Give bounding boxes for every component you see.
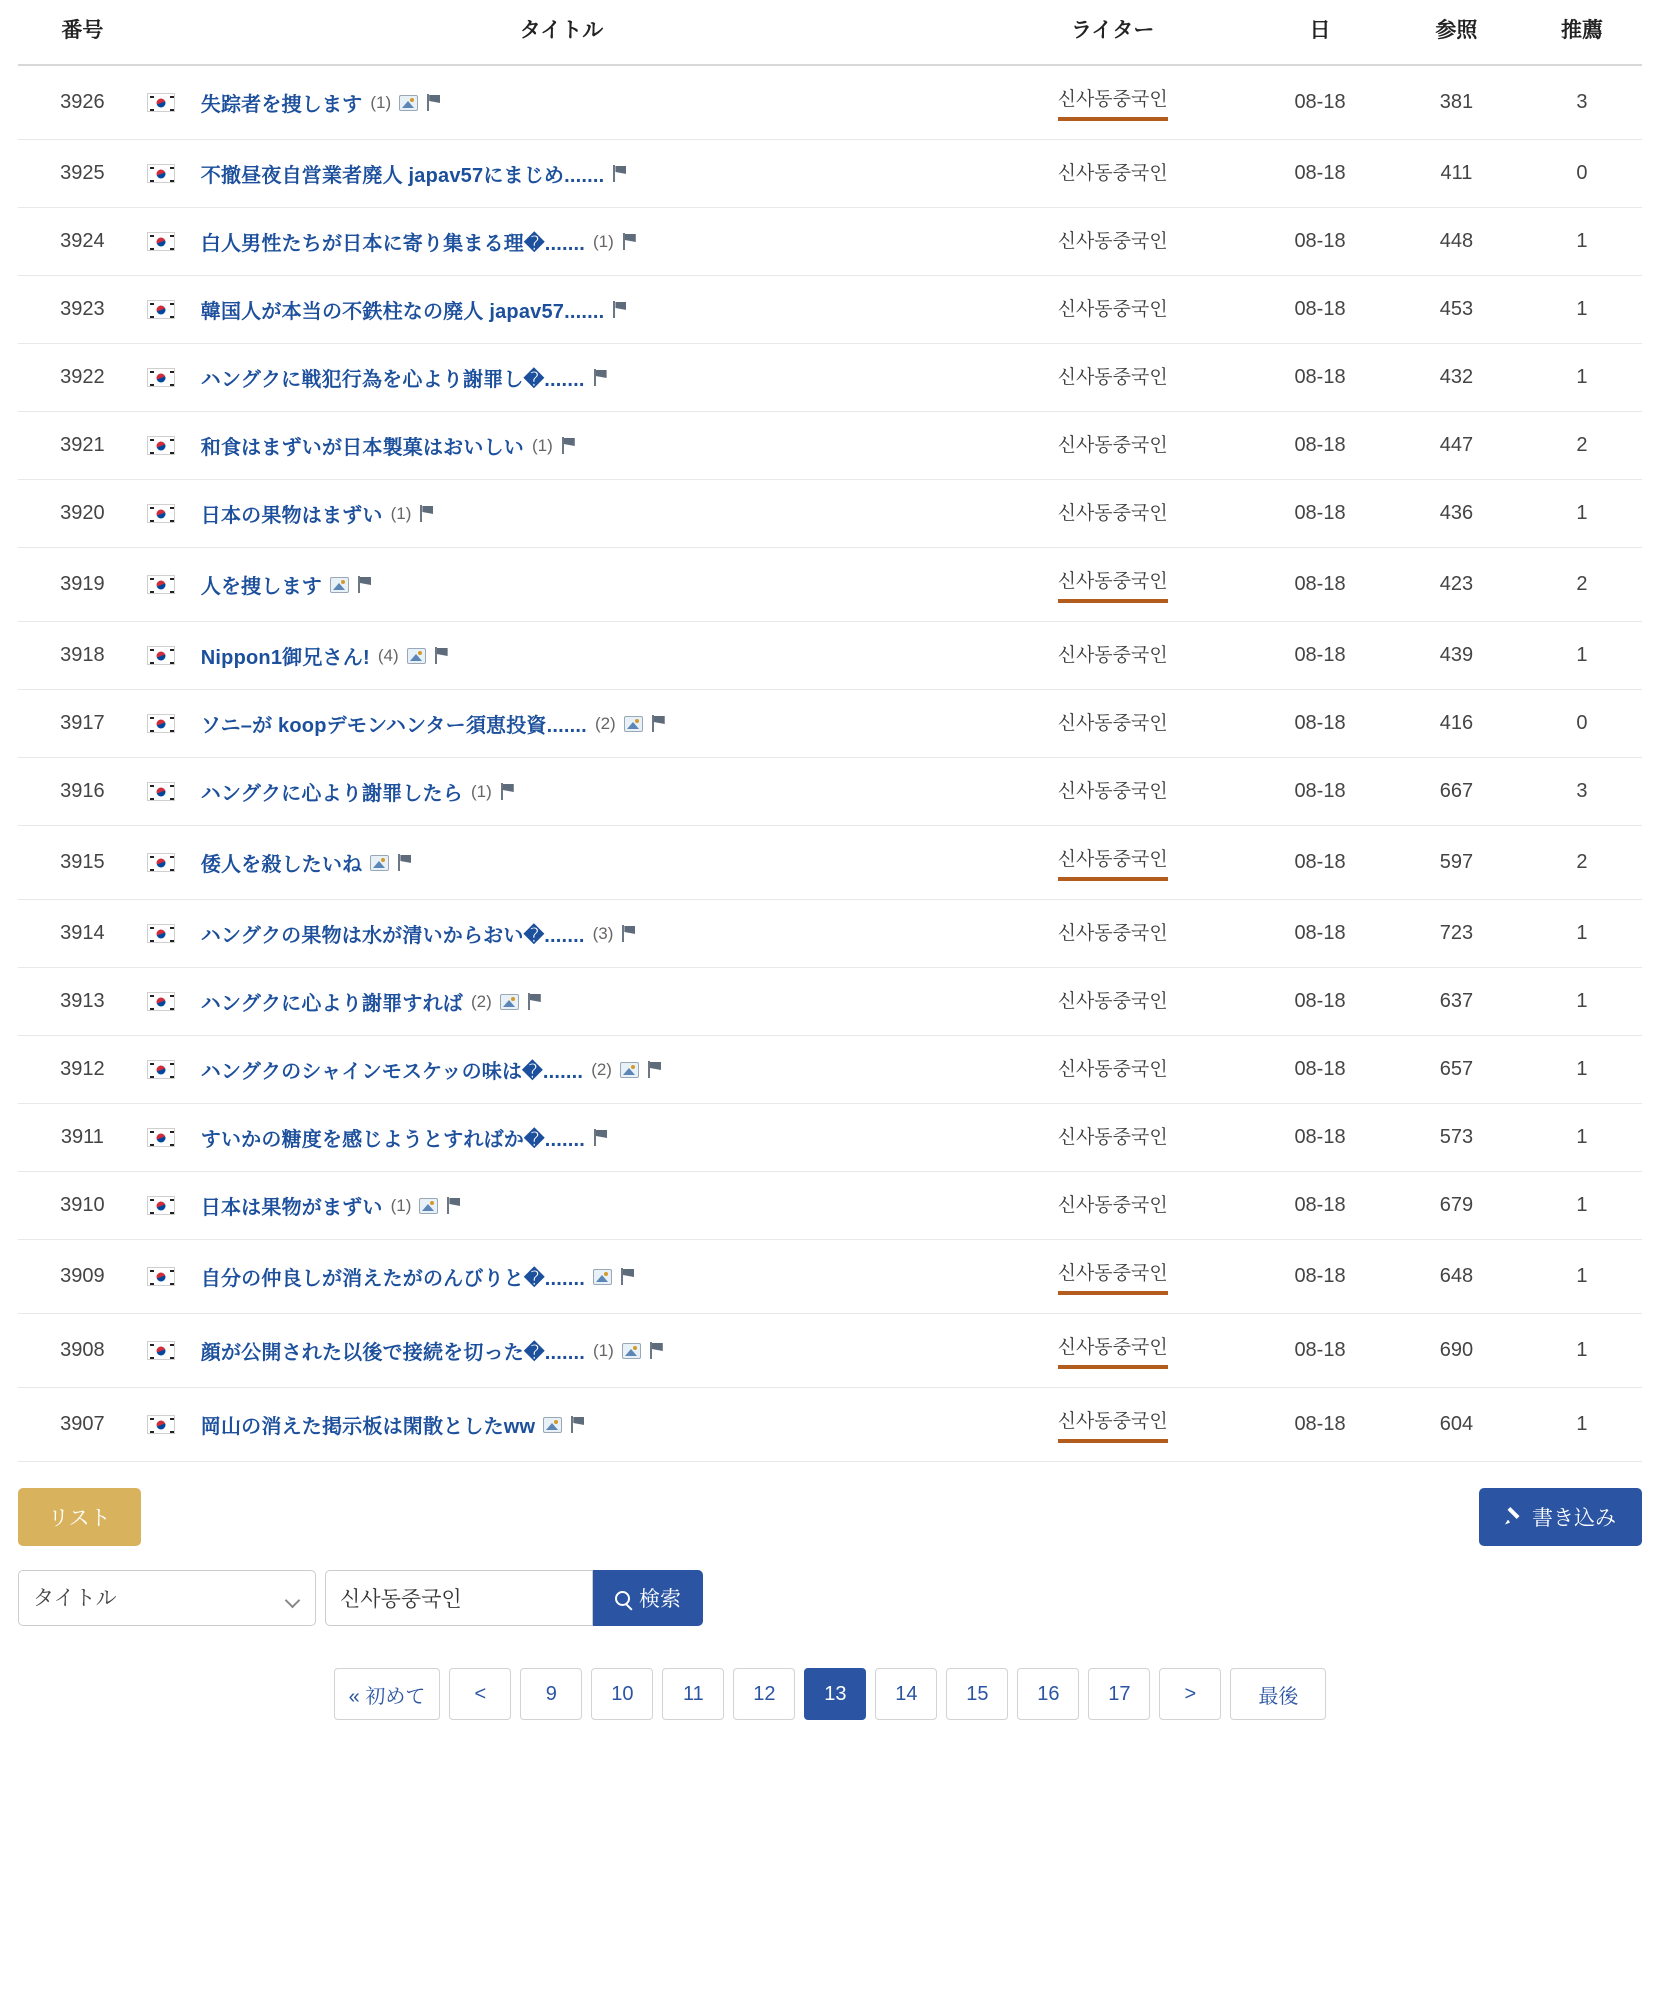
post-title-cell <box>147 344 976 412</box>
post-title-inner <box>147 1055 976 1084</box>
post-title-cell <box>147 622 976 690</box>
writer-name[interactable]: 신사동중국인 <box>1057 367 1168 388</box>
post-title-cell <box>147 1240 976 1314</box>
post-date: 08-18 <box>1249 968 1391 1036</box>
writer-cell <box>976 412 1249 480</box>
writer-name[interactable]: 신사동중국인 <box>1057 503 1168 524</box>
recommend-count: 2 <box>1522 412 1642 480</box>
post-date: 08-18 <box>1249 1036 1391 1104</box>
view-count: 381 <box>1391 65 1522 140</box>
writer-name[interactable]: 신사동중국인 <box>1058 566 1168 603</box>
image-icon <box>500 994 519 1010</box>
view-count: 667 <box>1391 758 1522 826</box>
recommend-count: 1 <box>1522 622 1642 690</box>
view-count: 423 <box>1391 548 1522 622</box>
table-row <box>18 140 1642 208</box>
recommend-count: 3 <box>1522 65 1642 140</box>
view-count: 657 <box>1391 1036 1522 1104</box>
view-count: 448 <box>1391 208 1522 276</box>
comment-count: (2) <box>594 713 616 733</box>
post-title-cell <box>147 758 976 826</box>
post-date: 08-18 <box>1249 140 1391 208</box>
kr-flag-icon <box>147 992 175 1011</box>
view-count: 411 <box>1391 140 1522 208</box>
table-row <box>18 1240 1642 1314</box>
view-count: 453 <box>1391 276 1522 344</box>
recommend-count: 0 <box>1522 690 1642 758</box>
post-title-cell <box>147 208 976 276</box>
kr-flag-icon <box>147 853 175 872</box>
pagination-page-16[interactable]: 16 <box>1017 1668 1079 1720</box>
writer-cell <box>976 1104 1249 1172</box>
post-title-link[interactable]: 岡山の消えた掲示板は閑散としたww <box>200 1416 536 1438</box>
writer-name[interactable]: 신사동중국인 <box>1057 781 1168 802</box>
image-icon <box>419 1198 438 1214</box>
comment-count: (1) <box>390 1195 412 1215</box>
table-row <box>18 900 1642 968</box>
post-date: 08-18 <box>1249 690 1391 758</box>
post-title-inner <box>147 641 976 670</box>
comment-count: (4) <box>377 645 399 665</box>
flag-icon <box>397 854 413 871</box>
kr-flag-icon <box>147 368 175 387</box>
table-row <box>18 758 1642 826</box>
recommend-count: 1 <box>1522 480 1642 548</box>
post-number: 3917 <box>18 690 147 758</box>
kr-flag-icon <box>147 93 175 112</box>
comment-count: (1) <box>470 781 492 801</box>
table-row <box>18 826 1642 900</box>
writer-name[interactable]: 신사동중국인 <box>1057 163 1168 184</box>
flag-icon <box>419 505 435 522</box>
flag-icon <box>570 1416 586 1433</box>
post-title-inner <box>147 227 976 256</box>
post-number: 3907 <box>18 1388 147 1462</box>
post-title-cell <box>147 1036 976 1104</box>
post-date: 08-18 <box>1249 900 1391 968</box>
post-date: 08-18 <box>1249 548 1391 622</box>
post-title-link[interactable]: 日本は果物がまずい <box>200 1197 383 1219</box>
post-date: 08-18 <box>1249 1172 1391 1240</box>
kr-flag-icon <box>147 1128 175 1147</box>
writer-name[interactable]: 신사동중국인 <box>1058 844 1168 881</box>
post-title-cell <box>147 968 976 1036</box>
post-title-cell <box>147 276 976 344</box>
pagination-page-13[interactable]: 13 <box>804 1668 866 1720</box>
post-number: 3921 <box>18 412 147 480</box>
search-icon <box>615 1591 630 1606</box>
table-row <box>18 690 1642 758</box>
kr-flag-icon <box>147 504 175 523</box>
writer-name[interactable]: 신사동중국인 <box>1057 645 1168 666</box>
view-count: 637 <box>1391 968 1522 1036</box>
post-title-inner <box>147 570 976 599</box>
table-row <box>18 480 1642 548</box>
post-title-cell <box>147 412 976 480</box>
view-count: 432 <box>1391 344 1522 412</box>
view-count: 573 <box>1391 1104 1522 1172</box>
kr-flag-icon <box>147 1341 175 1360</box>
post-number: 3918 <box>18 622 147 690</box>
image-icon <box>399 95 418 111</box>
view-count: 648 <box>1391 1240 1522 1314</box>
table-row <box>18 968 1642 1036</box>
pagination-page-10[interactable]: 10 <box>591 1668 653 1720</box>
kr-flag-icon <box>147 436 175 455</box>
post-title-inner <box>147 295 976 324</box>
post-title-inner <box>147 88 976 117</box>
writer-cell <box>976 548 1249 622</box>
post-title-cell <box>147 690 976 758</box>
post-title-inner <box>147 1336 976 1365</box>
image-icon <box>622 1343 641 1359</box>
writer-name[interactable]: 신사동중국인 <box>1057 299 1168 320</box>
image-icon <box>330 577 349 593</box>
writer-cell <box>976 1036 1249 1104</box>
recommend-count: 1 <box>1522 276 1642 344</box>
writer-cell <box>976 276 1249 344</box>
post-title-cell <box>147 548 976 622</box>
writer-cell <box>976 1172 1249 1240</box>
post-title-link[interactable]: 自分の仲良しが消えたがのんびりと�....... <box>200 1268 585 1290</box>
action-bar <box>18 1462 1642 1556</box>
recommend-count: 1 <box>1522 1240 1642 1314</box>
post-title-cell <box>147 826 976 900</box>
column-header-date: 日 <box>1249 0 1391 65</box>
table-row <box>18 65 1642 140</box>
kr-flag-icon <box>147 300 175 319</box>
post-number: 3910 <box>18 1172 147 1240</box>
post-title-inner <box>147 499 976 528</box>
comment-count: (2) <box>470 991 492 1011</box>
post-number: 3923 <box>18 276 147 344</box>
post-title-inner <box>147 1123 976 1152</box>
pagination-page-11[interactable]: 11 <box>662 1668 724 1720</box>
post-title-link[interactable]: 白人男性たちが日本に寄り集まる理�....... <box>200 233 585 255</box>
post-number: 3911 <box>18 1104 147 1172</box>
post-title-cell <box>147 900 976 968</box>
flag-icon <box>500 783 516 800</box>
image-icon <box>370 855 389 871</box>
writer-cell <box>976 208 1249 276</box>
post-title-link[interactable]: 不撤昼夜自営業者廃人 japav57にまじめ....... <box>200 165 605 187</box>
comment-count: (1) <box>531 435 553 455</box>
column-header-views: 参照 <box>1391 0 1522 65</box>
post-title-link[interactable]: ハングクの果物は水が清いからおい�....... <box>200 925 585 947</box>
post-number: 3908 <box>18 1314 147 1388</box>
post-title-link[interactable]: ハングクに戦犯行為を心より謝罪し�....... <box>200 369 585 391</box>
post-title-cell <box>147 1314 976 1388</box>
recommend-count: 1 <box>1522 1388 1642 1462</box>
post-date: 08-18 <box>1249 344 1391 412</box>
image-icon <box>624 716 643 732</box>
flag-icon <box>561 437 577 454</box>
post-number: 3919 <box>18 548 147 622</box>
post-title-link[interactable]: 顔が公開された以後で接続を切った�....... <box>200 1342 585 1364</box>
kr-flag-icon <box>147 575 175 594</box>
view-count: 597 <box>1391 826 1522 900</box>
pagination <box>18 1632 1642 1746</box>
post-title-link[interactable]: 失踪者を捜します <box>200 94 363 116</box>
pencil-icon <box>1505 1509 1522 1526</box>
kr-flag-icon <box>147 782 175 801</box>
writer-cell <box>976 65 1249 140</box>
post-title-cell <box>147 1104 976 1172</box>
pagination-page-14[interactable]: 14 <box>875 1668 937 1720</box>
post-date: 08-18 <box>1249 208 1391 276</box>
post-title-link[interactable]: ハングクに心より謝罪したら <box>200 783 463 805</box>
view-count: 436 <box>1391 480 1522 548</box>
view-count: 439 <box>1391 622 1522 690</box>
image-icon <box>543 1417 562 1433</box>
kr-flag-icon <box>147 646 175 665</box>
table-row <box>18 548 1642 622</box>
pagination-first[interactable]: « 初めて <box>334 1668 441 1720</box>
post-number: 3914 <box>18 900 147 968</box>
recommend-count: 2 <box>1522 826 1642 900</box>
search-field-select-wrap <box>18 1570 316 1626</box>
view-count: 723 <box>1391 900 1522 968</box>
writer-name[interactable]: 신사동중국인 <box>1057 713 1168 734</box>
write-button[interactable] <box>1479 1488 1642 1546</box>
flag-icon <box>612 165 628 182</box>
comment-count: (2) <box>591 1059 612 1079</box>
table-row <box>18 412 1642 480</box>
post-title-cell <box>147 1388 976 1462</box>
column-header-writer: ライター <box>976 0 1249 65</box>
recommend-count: 2 <box>1522 548 1642 622</box>
post-title-link[interactable]: すいかの糖度を感じようとすればか�....... <box>200 1129 585 1151</box>
recommend-count: 1 <box>1522 900 1642 968</box>
writer-cell <box>976 826 1249 900</box>
post-title-inner <box>147 1262 976 1291</box>
pagination-prev[interactable]: < <box>449 1668 511 1720</box>
table-row <box>18 1104 1642 1172</box>
post-number: 3924 <box>18 208 147 276</box>
post-date: 08-18 <box>1249 1240 1391 1314</box>
table-row <box>18 1314 1642 1388</box>
table-header-row <box>18 0 1642 65</box>
comment-count: (1) <box>593 231 614 251</box>
recommend-count: 1 <box>1522 344 1642 412</box>
pagination-page-12[interactable]: 12 <box>733 1668 795 1720</box>
table-row <box>18 276 1642 344</box>
post-date: 08-18 <box>1249 1388 1391 1462</box>
writer-cell <box>976 900 1249 968</box>
post-title-cell <box>147 140 976 208</box>
post-date: 08-18 <box>1249 480 1391 548</box>
post-title-link[interactable]: 人を捜します <box>200 576 322 598</box>
flag-icon <box>593 1129 609 1146</box>
post-title-inner <box>147 709 976 738</box>
flag-icon <box>357 576 373 593</box>
flag-icon <box>622 233 638 250</box>
writer-cell <box>976 480 1249 548</box>
post-title-inner <box>147 1410 976 1439</box>
kr-flag-icon <box>147 164 175 183</box>
post-date: 08-18 <box>1249 1314 1391 1388</box>
writer-name[interactable]: 신사동중국인 <box>1058 1332 1168 1369</box>
post-title-link[interactable]: Nippon1御兄さん! <box>200 647 370 669</box>
post-title-inner <box>147 919 976 948</box>
flag-icon <box>621 925 637 942</box>
table-body <box>18 65 1642 1462</box>
post-title-cell <box>147 65 976 140</box>
post-title-cell <box>147 1172 976 1240</box>
post-number: 3920 <box>18 480 147 548</box>
post-title-inner <box>147 848 976 877</box>
flag-icon <box>651 715 667 732</box>
post-number: 3915 <box>18 826 147 900</box>
table-row <box>18 208 1642 276</box>
post-title-inner <box>147 987 976 1016</box>
kr-flag-icon <box>147 1267 175 1286</box>
comment-count: (1) <box>370 92 392 112</box>
post-date: 08-18 <box>1249 1104 1391 1172</box>
post-date: 08-18 <box>1249 758 1391 826</box>
comment-count: (3) <box>592 923 614 943</box>
table-row <box>18 622 1642 690</box>
post-number: 3926 <box>18 65 147 140</box>
list-button[interactable]: リスト <box>18 1488 141 1546</box>
writer-cell <box>976 140 1249 208</box>
post-date: 08-18 <box>1249 412 1391 480</box>
writer-name[interactable]: 신사동중국인 <box>1058 1258 1168 1295</box>
flag-icon <box>649 1342 665 1359</box>
image-icon <box>407 648 426 664</box>
post-title-link[interactable]: 和食はまずいが日本製菓はおいしい <box>200 437 524 459</box>
search-button-label: 検索 <box>639 1588 681 1611</box>
recommend-count: 1 <box>1522 1314 1642 1388</box>
column-header-no: 番号 <box>18 0 147 65</box>
post-list-table <box>18 0 1642 1462</box>
column-header-title: タイトル <box>147 0 976 65</box>
view-count: 604 <box>1391 1388 1522 1462</box>
post-title-cell <box>147 480 976 548</box>
kr-flag-icon <box>147 232 175 251</box>
pagination-page-17[interactable]: 17 <box>1088 1668 1150 1720</box>
write-button-label: 書き込み <box>1532 1507 1616 1530</box>
writer-name[interactable]: 신사동중국인 <box>1057 231 1168 252</box>
post-title-inner <box>147 431 976 460</box>
writer-name[interactable]: 신사동중국인 <box>1058 84 1168 121</box>
kr-flag-icon <box>147 1196 175 1215</box>
writer-cell <box>976 1388 1249 1462</box>
writer-name[interactable]: 신사동중국인 <box>1057 435 1168 456</box>
view-count: 690 <box>1391 1314 1522 1388</box>
comment-count: (1) <box>390 503 412 523</box>
view-count: 447 <box>1391 412 1522 480</box>
post-title-link[interactable]: 韓国人が本当の不鉄柱なの廃人 japav57....... <box>200 301 605 323</box>
table-header <box>18 0 1642 65</box>
recommend-count: 1 <box>1522 968 1642 1036</box>
post-title-inner <box>147 1191 976 1220</box>
post-title-link[interactable]: ソニ–が koopデモンハンター須恵投資....... <box>200 715 587 737</box>
flag-icon <box>593 369 609 386</box>
writer-name[interactable]: 신사동중국인 <box>1057 923 1168 944</box>
image-icon <box>593 1269 612 1285</box>
pagination-page-9[interactable]: 9 <box>520 1668 582 1720</box>
kr-flag-icon <box>147 924 175 943</box>
post-title-link[interactable]: ハングクに心より謝罪すれば <box>200 993 463 1015</box>
flag-icon <box>446 1197 462 1214</box>
recommend-count: 1 <box>1522 1104 1642 1172</box>
search-button[interactable] <box>593 1570 703 1626</box>
table-row <box>18 344 1642 412</box>
writer-name[interactable]: 신사동중국인 <box>1057 1127 1168 1148</box>
post-title-link[interactable]: 日本の果物はまずい <box>200 505 383 527</box>
post-date: 08-18 <box>1249 276 1391 344</box>
image-icon <box>620 1062 639 1078</box>
search-field-select[interactable] <box>18 1570 316 1626</box>
writer-name[interactable]: 신사동중국인 <box>1057 1059 1168 1080</box>
kr-flag-icon <box>147 1060 175 1079</box>
flag-icon <box>612 301 628 318</box>
post-title-inner <box>147 363 976 392</box>
recommend-count: 1 <box>1522 208 1642 276</box>
writer-cell <box>976 758 1249 826</box>
writer-cell <box>976 1314 1249 1388</box>
writer-name[interactable]: 신사동중국인 <box>1057 991 1168 1012</box>
writer-cell <box>976 344 1249 412</box>
writer-name[interactable]: 신사동중국인 <box>1057 1195 1168 1216</box>
writer-cell <box>976 690 1249 758</box>
search-bar <box>18 1556 1642 1632</box>
flag-icon <box>620 1268 636 1285</box>
column-header-recommend: 推薦 <box>1522 0 1642 65</box>
table-row <box>18 1036 1642 1104</box>
recommend-count: 0 <box>1522 140 1642 208</box>
pagination-last[interactable]: 最後 <box>1230 1668 1326 1720</box>
view-count: 416 <box>1391 690 1522 758</box>
post-number: 3912 <box>18 1036 147 1104</box>
flag-icon <box>647 1061 663 1078</box>
post-title-link[interactable]: ハングクのシャインモスケッの味は�....... <box>200 1061 584 1083</box>
flag-icon <box>434 647 450 664</box>
post-title-link[interactable]: 倭人を殺したいね <box>200 854 363 876</box>
post-date: 08-18 <box>1249 622 1391 690</box>
writer-name[interactable]: 신사동중국인 <box>1058 1406 1168 1443</box>
post-date: 08-18 <box>1249 65 1391 140</box>
flag-icon <box>426 94 442 111</box>
post-title-inner <box>147 159 976 188</box>
recommend-count: 1 <box>1522 1036 1642 1104</box>
post-date: 08-18 <box>1249 826 1391 900</box>
post-number: 3916 <box>18 758 147 826</box>
writer-cell <box>976 622 1249 690</box>
table-row <box>18 1172 1642 1240</box>
writer-cell <box>976 1240 1249 1314</box>
kr-flag-icon <box>147 714 175 733</box>
post-number: 3922 <box>18 344 147 412</box>
view-count: 679 <box>1391 1172 1522 1240</box>
kr-flag-icon <box>147 1415 175 1434</box>
recommend-count: 3 <box>1522 758 1642 826</box>
pagination-page-15[interactable]: 15 <box>946 1668 1008 1720</box>
post-number: 3909 <box>18 1240 147 1314</box>
comment-count: (1) <box>593 1340 614 1360</box>
search-input[interactable] <box>325 1570 593 1626</box>
writer-cell <box>976 968 1249 1036</box>
pagination-next[interactable]: > <box>1159 1668 1221 1720</box>
table-row <box>18 1388 1642 1462</box>
post-number: 3925 <box>18 140 147 208</box>
flag-icon <box>527 993 543 1010</box>
recommend-count: 1 <box>1522 1172 1642 1240</box>
post-title-inner <box>147 777 976 806</box>
post-number: 3913 <box>18 968 147 1036</box>
